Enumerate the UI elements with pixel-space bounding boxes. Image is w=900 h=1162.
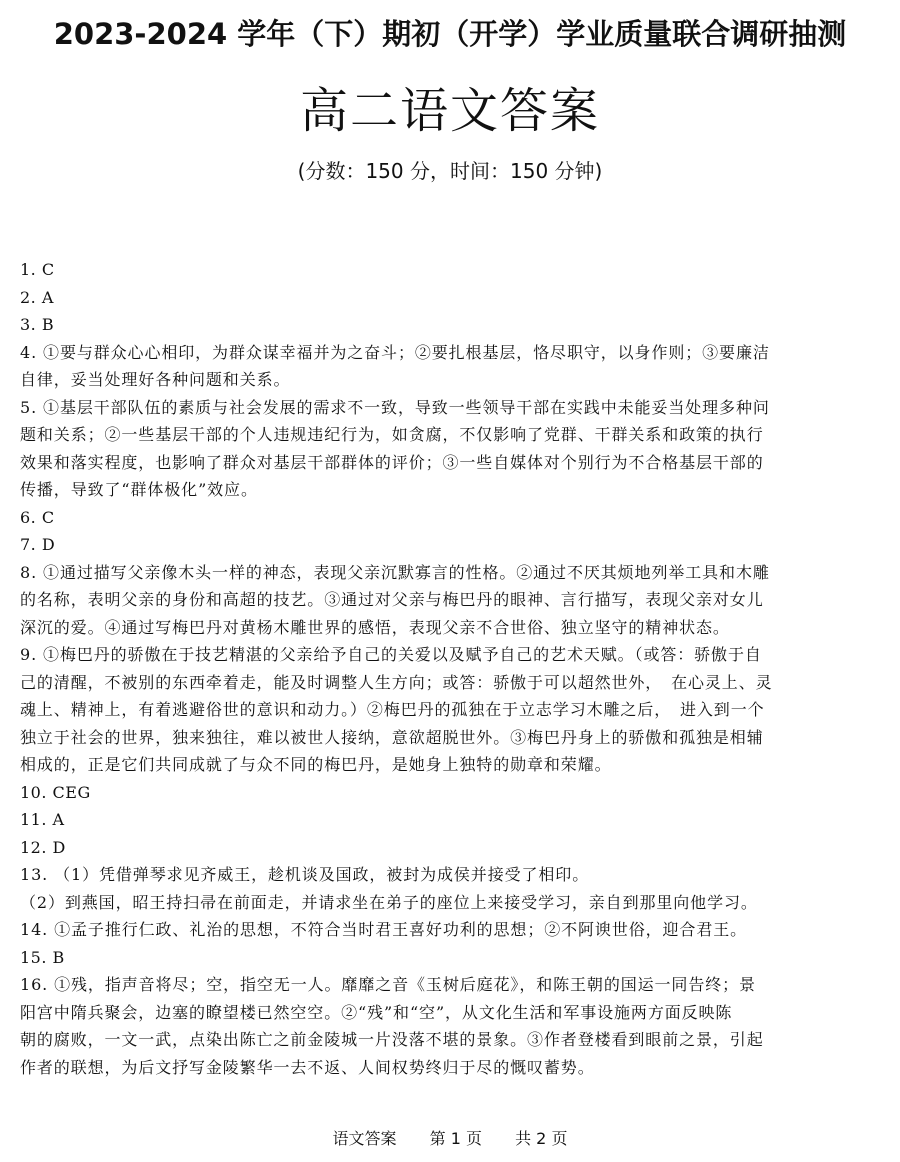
answer-line: 题和关系；②一些基层干部的个人违规违纪行为，如贪腐，不仅影响了党群、干群关系和政策的执行 <box>20 425 764 444</box>
answer-line: 独立于社会的世界，独来独往，难以被世人接纳，意欲超脱世外。③梅巴丹身上的骄傲和孤独是相辅 <box>20 727 764 747</box>
answer-line: 2. A <box>20 287 54 307</box>
footer-subject: 语文答案 <box>332 1129 397 1148</box>
answer-line: 11. A <box>20 810 65 829</box>
answer-line: 的名称，表明父亲的身份和高超的技艺。③通过对父亲与梅巴丹的眼神、言行描写，表现父亲对女儿 <box>20 590 764 609</box>
page-footer <box>0 1126 900 1149</box>
answer-line: 14. ①孟子推行仁政、礼治的思想，不符合当时君王喜好功利的思想；②不阿谀世俗，迎合君王。 <box>20 920 748 939</box>
score-time-subtitle: (分数：150 分，时间：150 分钟) <box>297 159 603 183</box>
answer-line: 8. ①通过描写父亲像木头一样的神态，表现父亲沉默寡言的性格。②通过不厌其烦地列举工具和木雕 <box>20 562 770 582</box>
answer-line: 12. D <box>20 837 66 857</box>
answer-line: 7. D <box>20 535 56 554</box>
answer-line: 作者的联想，为后文抒写金陵繁华一去不返、人间权势终归于尽的慨叹蓄势。 <box>20 1057 595 1077</box>
answer-line: 魂上、精神上，有着逃避俗世的意识和动力。）②梅巴丹的孤独在于立志学习木雕之后， 进入到一个 <box>20 700 765 719</box>
answer-list <box>20 256 886 1081</box>
answer-line: 13. （1）凭借弹琴求见齐威王，趁机谈及国政，被封为成侯并接受了相印。 <box>20 865 590 884</box>
answer-line: 16. ①残，指声音将尽；空，指空无一人。靡靡之音《玉树后庭花》，和陈王朝的国运一同告终；景 <box>20 975 756 994</box>
answer-line: 传播，导致了“群体极化”效应。 <box>20 480 258 499</box>
answer-line: 自律，妥当处理好各种问题和关系。 <box>20 370 291 389</box>
answer-line: （2）到燕国，昭王持扫帚在前面走，并请求坐在弟子的座位上来接受学习，亲自到那里向他学习。 <box>20 892 758 912</box>
answer-line: 4. ①要与群众心心相印，为群众谋幸福并为之奋斗；②要扎根基层，恪尽职守，以身作则；③要廉洁 <box>20 342 770 362</box>
answer-line: 3. B <box>20 315 55 334</box>
page-title: 高二语文答案 <box>299 83 600 139</box>
footer-page-number: 第 1 页 <box>429 1129 482 1148</box>
answer-line: 阳宫中隋兵聚会，边塞的瞭望楼已然空空。②“残”和“空”，从文化生活和军事设施两方面反映陈 <box>20 1002 733 1022</box>
answer-line: 5. ①基层干部队伍的素质与社会发展的需求不一致，导致一些领导干部在实践中未能妥当处理多种问 <box>20 397 770 417</box>
answer-line: 9. ①梅巴丹的骄傲在于技艺精湛的父亲给予自己的关爱以及赋予自己的艺术天赋。（或答：骄傲于自 <box>20 645 762 664</box>
answer-line: 10. CEG <box>20 782 91 802</box>
answer-line: 朝的腐败，一文一武，点染出陈亡之前金陵城一片没落不堪的景象。③作者登楼看到眼前之景，引起 <box>20 1030 764 1049</box>
answer-line: 己的清醒，不被别的东西牵着走，能及时调整人生方向；或答：骄傲于可以超然世外， 在心灵上、灵 <box>20 672 773 692</box>
answer-line: 15. B <box>20 947 65 967</box>
footer-total-pages: 共 2 页 <box>515 1129 568 1148</box>
answer-line: 相成的，正是它们共同成就了与众不同的梅巴丹，是她身上独特的勋章和荣耀。 <box>20 755 612 774</box>
exam-title: 2023-2024 学年（下）期初（开学）学业质量联合调研抽测 <box>53 17 847 51</box>
answer-line: 深沉的爱。④通过写梅巴丹对黄杨木雕世界的感悟，表现父亲不合世俗、独立坚守的精神状态。 <box>20 617 730 637</box>
answer-line: 效果和落实程度，也影响了群众对基层干部群体的评价；③一些自媒体对个别行为不合格基层干部的 <box>20 452 764 472</box>
answer-line: 6. C <box>20 507 55 527</box>
answer-line: 1. C <box>20 260 55 279</box>
